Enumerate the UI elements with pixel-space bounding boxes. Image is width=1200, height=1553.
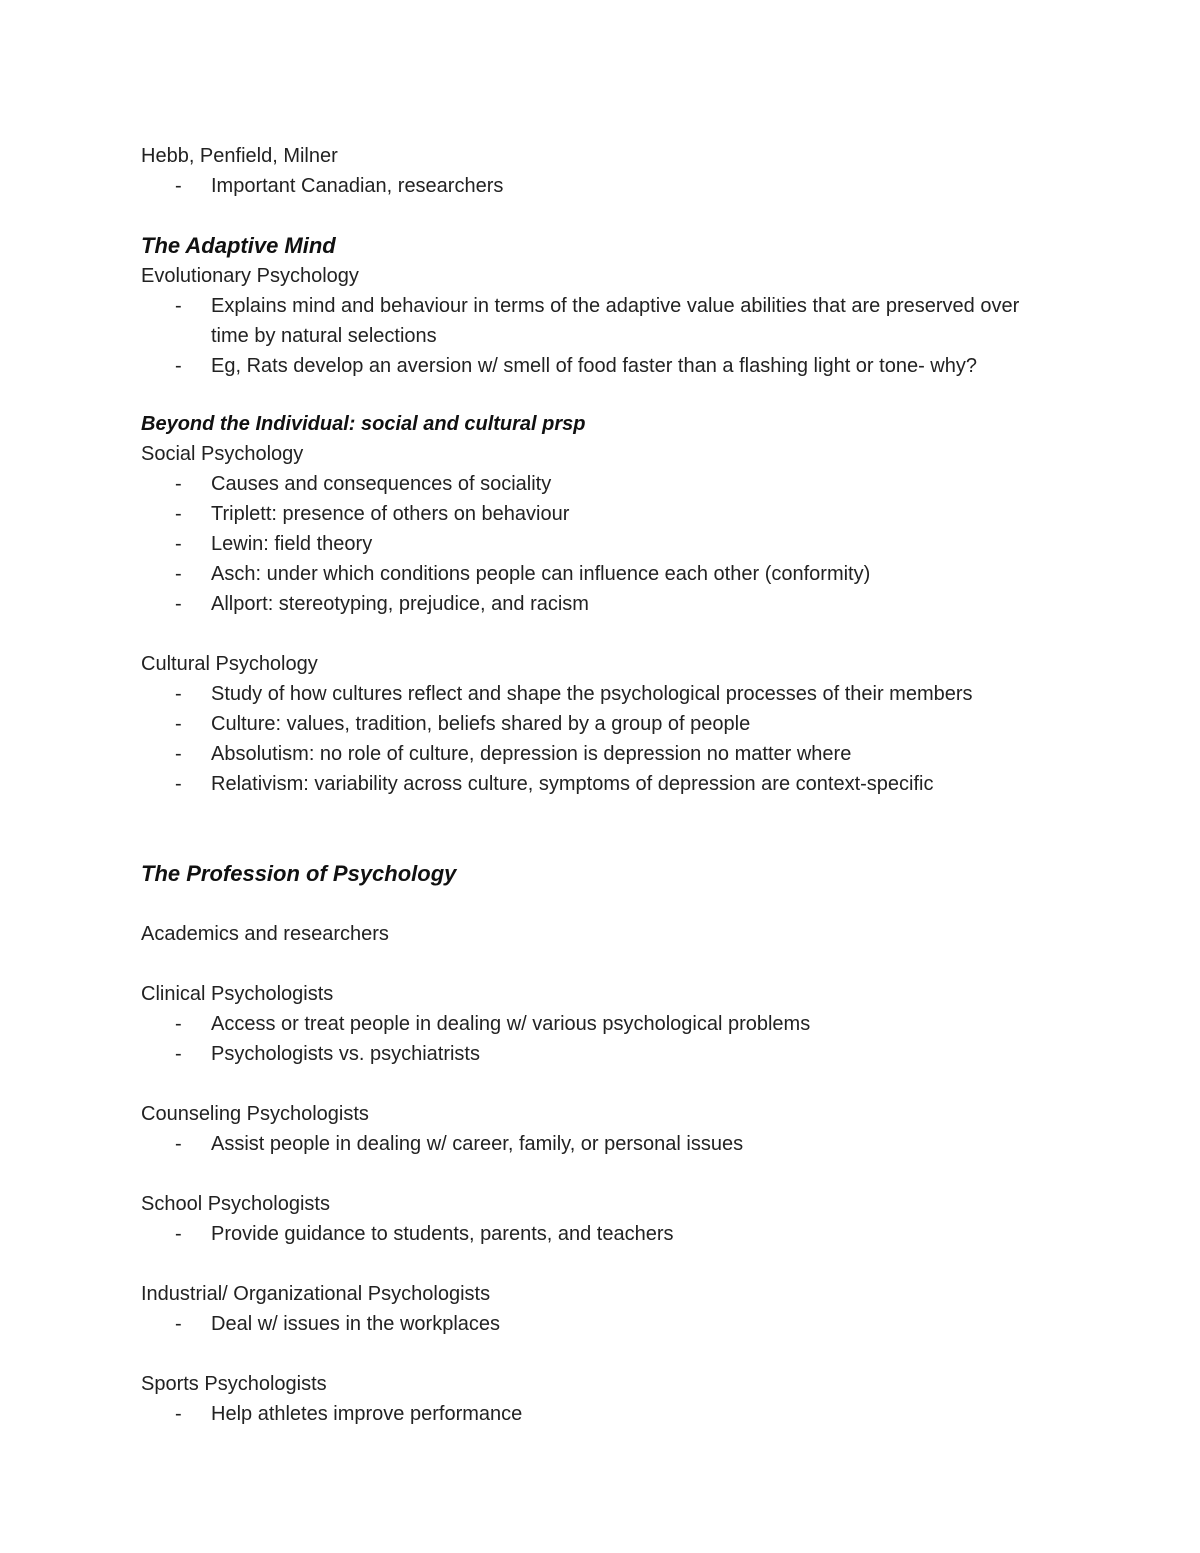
list-item: - Triplett: presence of others on behaviour — [141, 499, 1061, 529]
list-item: - Eg, Rats develop an aversion w/ smell of food faster than a flashing light or tone- why? — [141, 351, 1061, 381]
list-item: - Lewin: field theory — [141, 529, 1061, 559]
bullet-dash: - — [175, 533, 182, 555]
sports-list — [141, 1399, 1061, 1429]
list-item: - Causes and consequences of sociality — [141, 469, 1061, 499]
sports-title: Sports Psychologists — [141, 1373, 327, 1395]
school-list — [141, 1219, 1061, 1249]
list-item: - Study of how cultures reflect and shape the psychological processes of their members — [141, 679, 1061, 709]
bullet-dash: - — [175, 563, 182, 585]
bullet-dash: - — [175, 355, 182, 377]
list-item: - Help athletes improve performance — [141, 1399, 1061, 1429]
bullet-dash: - — [175, 1223, 182, 1245]
clinical-title: Clinical Psychologists — [141, 983, 334, 1005]
social-list — [141, 469, 1061, 619]
intro-title: Hebb, Penfield, Milner — [141, 145, 338, 167]
bullet-dash: - — [175, 1403, 182, 1425]
counseling-title: Counseling Psychologists — [141, 1103, 369, 1125]
list-item: - Important Canadian, researchers — [141, 171, 1061, 201]
list-item: - Culture: values, tradition, beliefs shared by a group of people — [141, 709, 1061, 739]
evolutionary-list — [141, 291, 1061, 381]
bullet-dash: - — [175, 743, 182, 765]
section-heading-profession: The Profession of Psychology — [141, 861, 457, 886]
academics-title: Academics and researchers — [141, 923, 389, 945]
list-item: - Provide guidance to students, parents, and teachers — [141, 1219, 1061, 1249]
list-item: - Relativism: variability across culture, symptoms of depression are context-specific — [141, 769, 1061, 799]
list-item: - Absolutism: no role of culture, depression is depression no matter where — [141, 739, 1061, 769]
bullet-dash: - — [175, 1043, 182, 1065]
bullet-dash: - — [175, 175, 182, 197]
cultural-title: Cultural Psychology — [141, 653, 318, 675]
bullet-dash: - — [175, 1013, 182, 1035]
industrial-list — [141, 1309, 1061, 1339]
list-item: - Deal w/ issues in the workplaces — [141, 1309, 1061, 1339]
bullet-dash: - — [175, 683, 182, 705]
document-page — [141, 141, 1061, 1429]
cultural-list — [141, 679, 1061, 799]
industrial-title: Industrial/ Organizational Psychologists — [141, 1283, 491, 1305]
list-item: - Assist people in dealing w/ career, family, or personal issues — [141, 1129, 1061, 1159]
list-item: - Asch: under which conditions people can influence each other (conformity) — [141, 559, 1061, 589]
evolutionary-title: Evolutionary Psychology — [141, 265, 359, 287]
bullet-dash: - — [175, 773, 182, 795]
bullet-dash: - — [175, 1313, 182, 1335]
bullet-dash: - — [175, 473, 182, 495]
bullet-dash: - — [175, 593, 182, 615]
list-item: - Access or treat people in dealing w/ various psychological problems — [141, 1009, 1061, 1039]
bullet-dash: - — [175, 713, 182, 735]
bullet-dash: - — [175, 295, 182, 317]
counseling-list — [141, 1129, 1061, 1159]
intro-list — [141, 171, 1061, 201]
school-title: School Psychologists — [141, 1193, 330, 1215]
clinical-list — [141, 1009, 1061, 1069]
list-item: - Psychologists vs. psychiatrists — [141, 1039, 1061, 1069]
section-heading-beyond: Beyond the Individual: social and cultural prsp — [141, 413, 586, 435]
section-heading-adaptive: The Adaptive Mind — [141, 233, 336, 258]
list-item: - Explains mind and behaviour in terms of the adaptive value abilities that are preserved over time by natural selections — [141, 291, 1051, 351]
bullet-dash: - — [175, 1133, 182, 1155]
bullet-dash: - — [175, 503, 182, 525]
social-title: Social Psychology — [141, 443, 304, 465]
list-item: - Allport: stereotyping, prejudice, and racism — [141, 589, 1061, 619]
